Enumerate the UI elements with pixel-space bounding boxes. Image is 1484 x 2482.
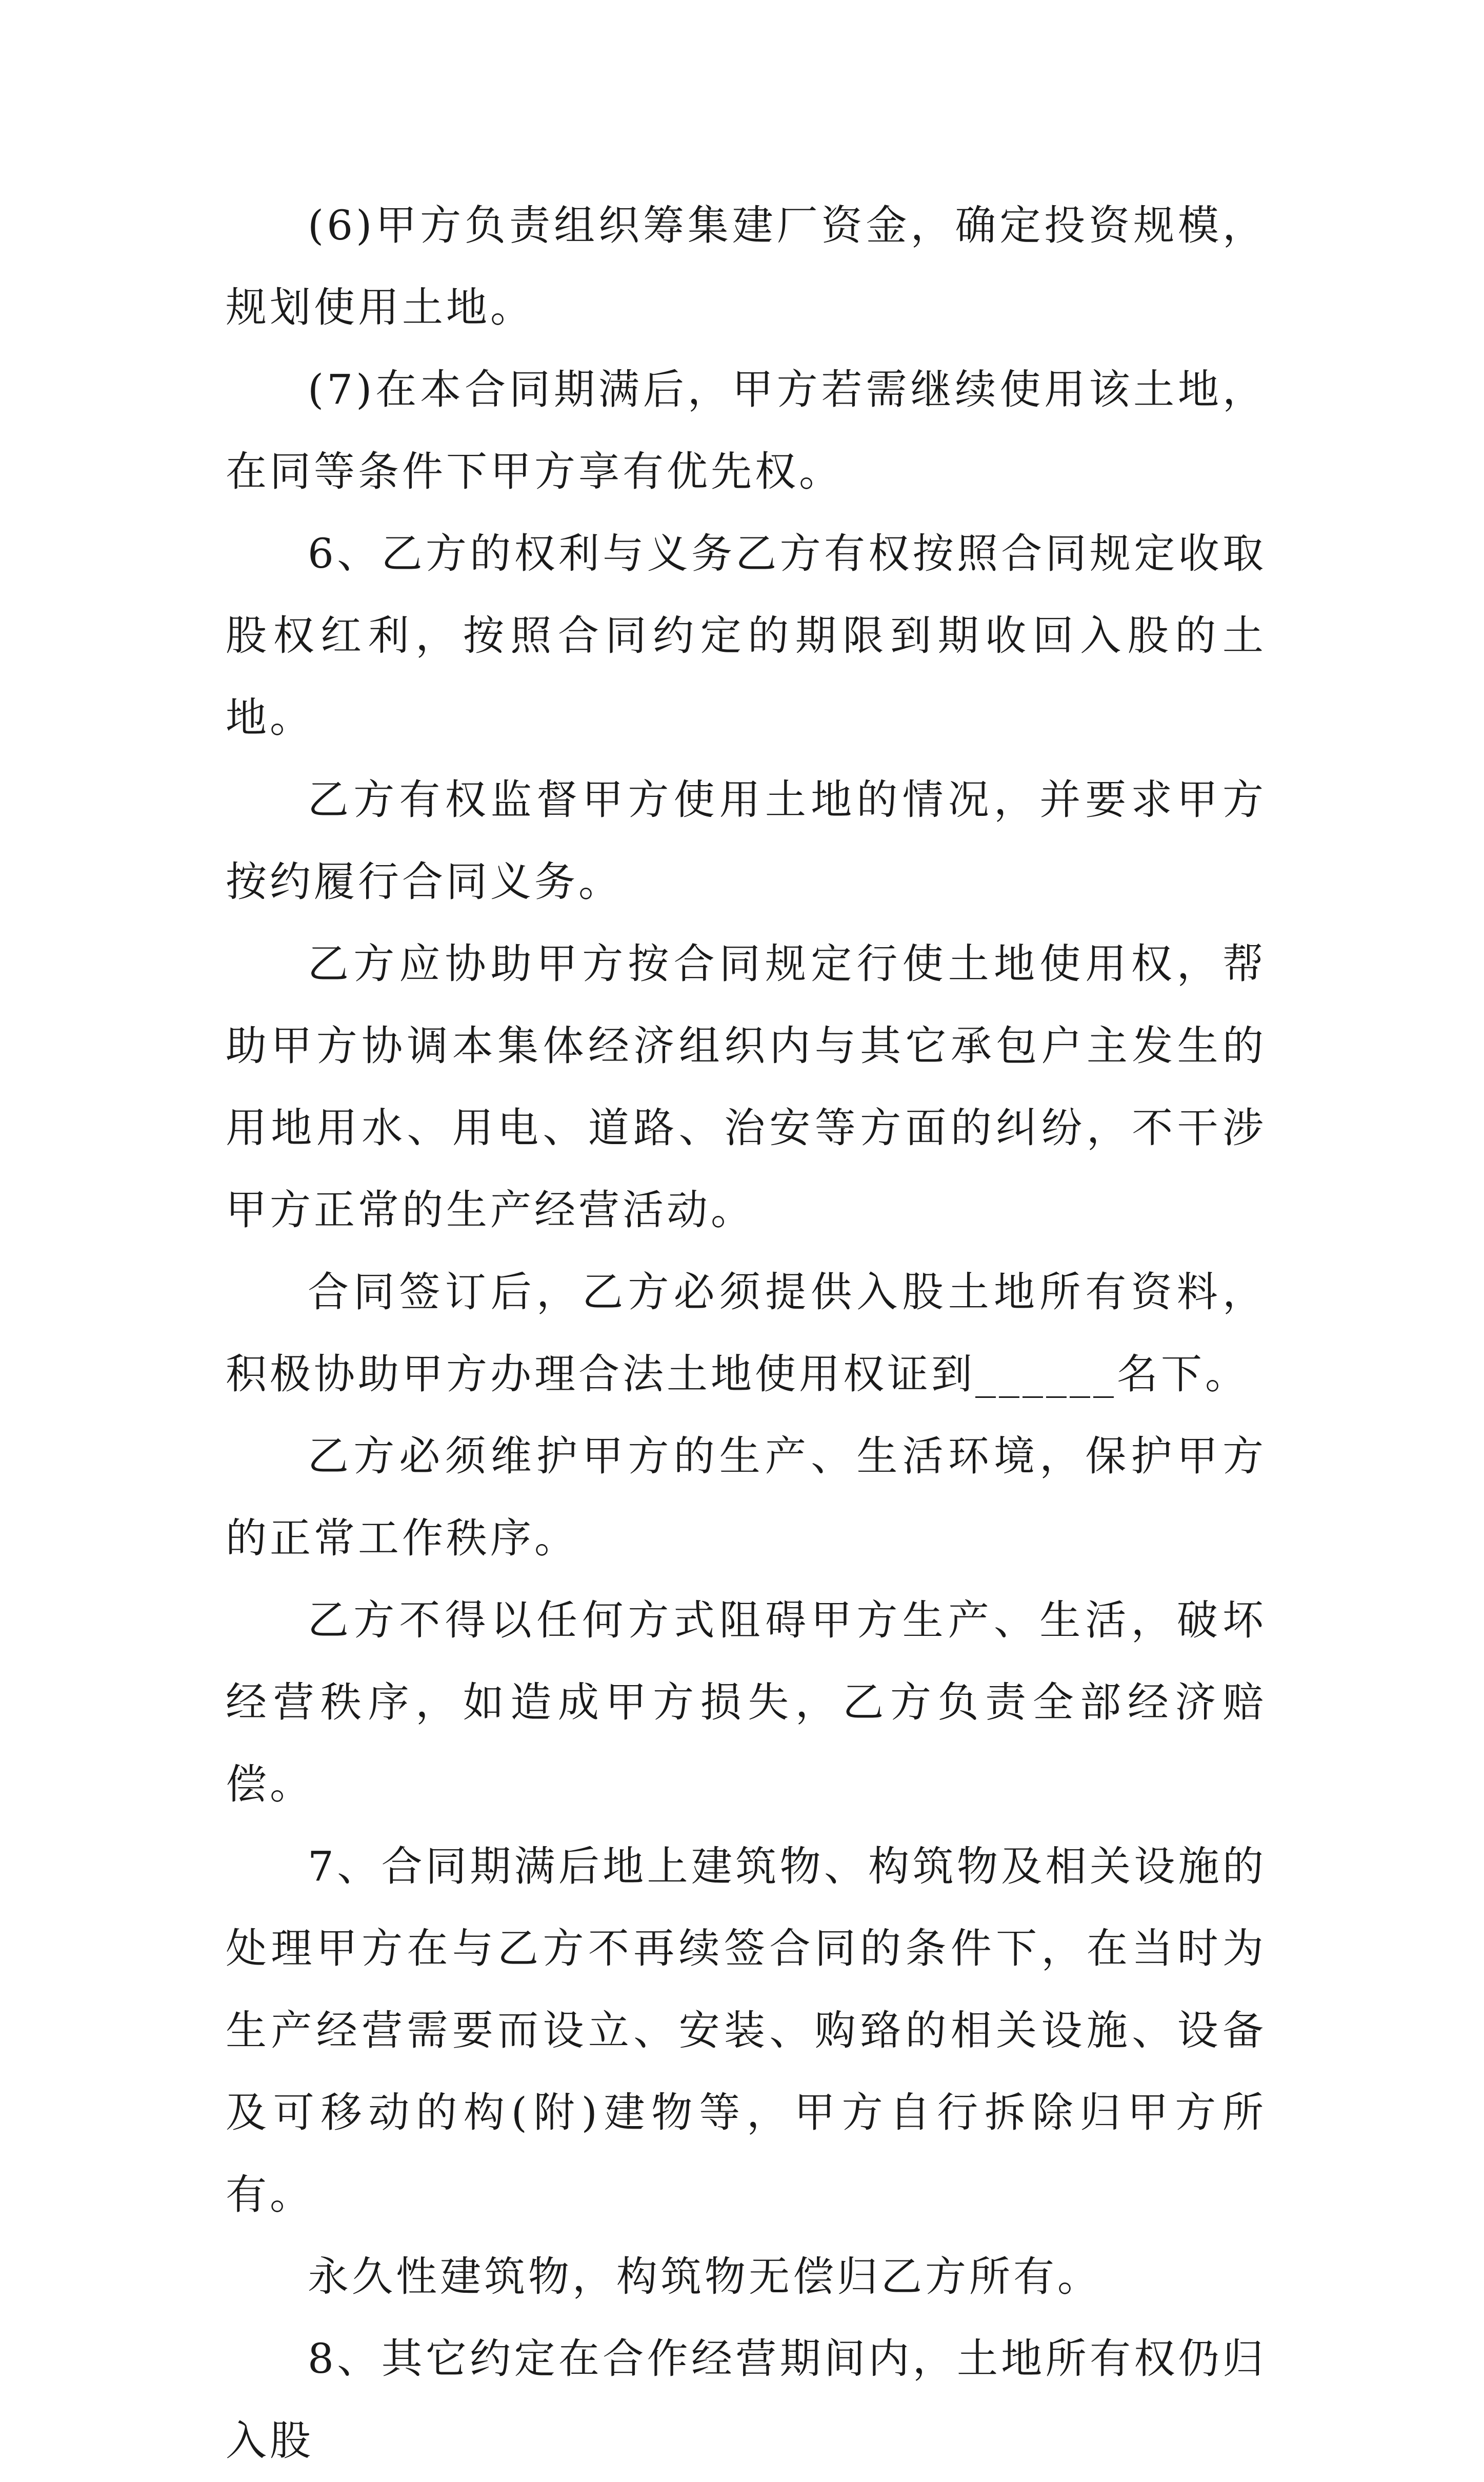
paragraph-assistance: 乙方应协助甲方按合同规定行使土地使用权，帮助甲方协调本集体经济组织内与其它承包户主发生的用地用水、用电、道路、治安等方面的纠纷，不干涉甲方正常的生产经营活动。 — [226, 940, 1267, 1234]
paragraph-no-obstruction: 乙方不得以任何方式阻碍甲方生产、生活，破坏经营秩序，如造成甲方损失，乙方负责全部经济赔偿。 — [226, 1596, 1267, 1808]
document-body — [226, 185, 1267, 2482]
paragraph-permanent-buildings: 永久性建筑物，构筑物无偿归乙方所有。 — [308, 2253, 1101, 2300]
paragraph-section-7: 7、合同期满后地上建筑物、构筑物及相关设施的处理甲方在与乙方不再续签合同的条件下，在当时为生产经营需要而设立、安装、购臵的相关设施、设备及可移动的构(附)建物等，甲方自行拆除归甲方所有。 — [226, 1843, 1267, 2218]
paragraph-section-8: 8、其它约定在合作经营期间内，土地所有权仍归入股 — [226, 2335, 1267, 2465]
paragraph-item-7: (7)在本合同期满后，甲方若需继续使用该土地，在同等条件下甲方享有优先权。 — [226, 366, 1267, 495]
paragraph-materials: 合同签订后，乙方必须提供入股土地所有资料，积极协助甲方办理合法土地使用权证到______名下。 — [226, 1268, 1267, 1398]
paragraph-item-6: (6)甲方负责组织筹集建厂资金，确定投资规模，规划使用土地。 — [226, 202, 1267, 331]
paragraph-supervision: 乙方有权监督甲方使用土地的情况，并要求甲方按约履行合同义务。 — [226, 776, 1267, 906]
paragraph-section-6: 6、乙方的权利与义务乙方有权按照合同规定收取股权红利，按照合同约定的期限到期收回入股的土地。 — [226, 530, 1267, 742]
paragraph-environment: 乙方必须维护甲方的生产、生活环境，保护甲方的正常工作秩序。 — [226, 1432, 1267, 1562]
